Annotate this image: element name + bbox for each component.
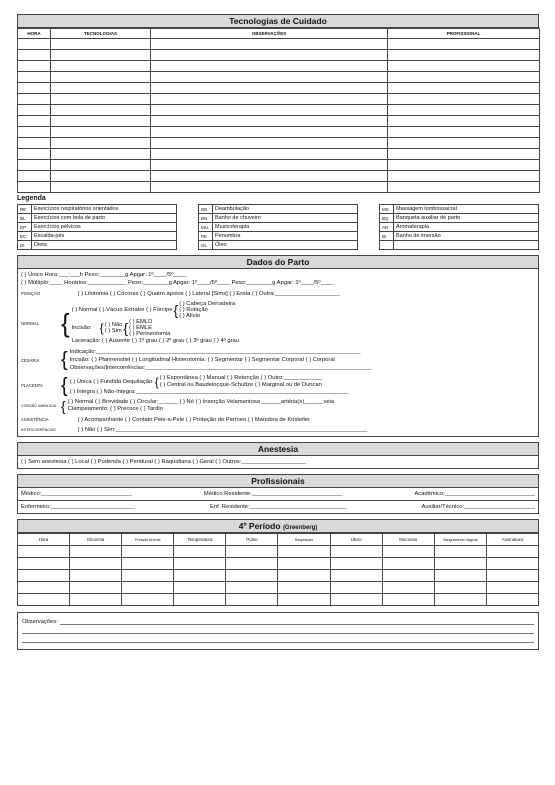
brace-icon: {: [61, 308, 70, 338]
observacoes-box: [17, 612, 539, 650]
cell[interactable]: [151, 83, 388, 94]
periodo-col: Temperatura: [174, 534, 226, 546]
legend-code: OL: [199, 241, 213, 250]
cell[interactable]: [388, 160, 540, 171]
col-tecnologias: TECNOLOGIAS: [51, 29, 151, 39]
cell[interactable]: [122, 594, 174, 606]
cell[interactable]: [18, 160, 51, 171]
cell[interactable]: [51, 105, 151, 116]
legend-code: PE: [199, 232, 213, 241]
legend-row: [199, 223, 358, 232]
assistencia-options: ( ) Acompanhante ( ) Contato Pele-a-Pele ( ) Proteção do Períneo ( ) Manobra de Kristeller: [77, 417, 310, 423]
cell[interactable]: [151, 138, 388, 149]
cell[interactable]: [122, 582, 174, 594]
legend-label: Musicoterapia: [213, 223, 358, 232]
cell[interactable]: [70, 546, 122, 558]
legenda-title: Legenda: [17, 195, 46, 202]
legend-label: Banho de imersão: [394, 232, 539, 241]
table-row: [18, 582, 539, 594]
forcipe-rotacao: ( ) Rotação: [179, 307, 208, 313]
cell[interactable]: [122, 558, 174, 570]
table-row: [18, 182, 540, 193]
legenda-col1: [17, 204, 177, 250]
cell[interactable]: [151, 94, 388, 105]
col-hora: HORA: [18, 29, 51, 39]
legend-label: Aromaterapia: [394, 223, 539, 232]
cell[interactable]: [122, 570, 174, 582]
cell[interactable]: [51, 83, 151, 94]
cell[interactable]: [51, 160, 151, 171]
cell[interactable]: [388, 39, 540, 50]
legend-code: RE: [18, 205, 32, 214]
cordao-label: CORDÃO UMBILICAL: [21, 404, 57, 408]
cell[interactable]: [388, 182, 540, 193]
col-profissional: PROFISSIONAL: [388, 29, 540, 39]
obs-line: [22, 634, 534, 643]
table-row: [18, 72, 540, 83]
dequitacao-2: ( ) Central ou Baudelocque-Schultze ( ) Marginal ou de Duncan: [159, 381, 322, 388]
cell[interactable]: [226, 558, 278, 570]
brace-icon: {: [123, 320, 129, 336]
cell[interactable]: [151, 50, 388, 61]
cell[interactable]: [434, 594, 486, 606]
profissionais-box-2: [17, 501, 539, 514]
laceracao: Laceração: ( ) Ausente ( ) 1º grau ( ) 2º grau ( ) 3º grau ( ) 4º grau: [71, 338, 239, 344]
legenda-col3: [379, 204, 539, 250]
cell[interactable]: [174, 582, 226, 594]
cell[interactable]: [388, 127, 540, 138]
cell[interactable]: [330, 582, 382, 594]
cell[interactable]: [51, 94, 151, 105]
cell[interactable]: [122, 546, 174, 558]
medico-residente-field: Médico Residente:____________________________: [203, 491, 343, 497]
legend-row: [380, 223, 539, 232]
normal-group: [21, 301, 535, 345]
cell[interactable]: [434, 582, 486, 594]
cell[interactable]: [51, 138, 151, 149]
cell[interactable]: [174, 558, 226, 570]
cell[interactable]: [18, 570, 70, 582]
cell[interactable]: [330, 594, 382, 606]
legend-label: Exercícios respiratórios orientados: [32, 205, 177, 214]
cell[interactable]: [151, 149, 388, 160]
profissionais-box: [17, 488, 539, 501]
incisao-label: Incisão:: [71, 325, 92, 331]
cesaria-group: [21, 348, 535, 372]
cell[interactable]: [434, 558, 486, 570]
cell[interactable]: [486, 558, 538, 570]
cell[interactable]: [18, 94, 51, 105]
table-row: [18, 160, 540, 171]
cell[interactable]: [174, 594, 226, 606]
table-row: [18, 50, 540, 61]
intercorrencias-options: ( ) Não ( ) Sim:______________________________________________________________________________: [77, 427, 368, 433]
cell[interactable]: [278, 558, 330, 570]
legend-label: Banqueta auxiliar de parto: [394, 214, 539, 223]
placenta-label: PLACENTA: [21, 383, 43, 388]
medico-field: Médico:____________________________: [21, 491, 132, 497]
cell[interactable]: [151, 105, 388, 116]
legend-code: BI: [380, 232, 394, 241]
tecnologias-title: Tecnologias de Cuidado: [17, 14, 539, 28]
cell[interactable]: [18, 558, 70, 570]
cordao-group: [21, 399, 535, 413]
cell[interactable]: [151, 72, 388, 83]
legend-row: [18, 214, 177, 223]
legend-label: Deambulação: [213, 205, 358, 214]
cell[interactable]: [278, 570, 330, 582]
periodo-col: Sangramento Vaginal: [434, 534, 486, 546]
cell[interactable]: [151, 61, 388, 72]
brace-icon: {: [154, 374, 159, 389]
legend-label: Escalda-pés: [32, 232, 177, 241]
forcipe-cabeca: ( ) Cabeça Derradeira: [179, 301, 236, 307]
cell[interactable]: [151, 182, 388, 193]
cell[interactable]: [18, 50, 51, 61]
legend-code: EP: [18, 223, 32, 232]
cell[interactable]: [388, 116, 540, 127]
incisao-emle: ( ) EMLE: [129, 325, 152, 331]
cesaria-label: CESÁRIA: [21, 357, 40, 363]
cell[interactable]: [18, 594, 70, 606]
cell[interactable]: [174, 570, 226, 582]
cell[interactable]: [278, 582, 330, 594]
brace-icon: {: [61, 349, 68, 371]
table-row: [18, 171, 540, 182]
academico-field: Acadêmico:____________________________: [414, 491, 535, 497]
incisao-perineotomia: ( ) Perineotomia: [129, 331, 171, 337]
legend-row: [380, 214, 539, 223]
periodo-subtitle: (Greenberg): [282, 525, 318, 531]
legend-code: MS: [380, 205, 394, 214]
cell[interactable]: [388, 83, 540, 94]
cell[interactable]: [388, 50, 540, 61]
legend-code: AR: [380, 223, 394, 232]
legend-row: [18, 223, 177, 232]
cell[interactable]: [151, 116, 388, 127]
incisao-emld: ( ) EMLD: [129, 319, 153, 325]
cell[interactable]: [226, 570, 278, 582]
cell[interactable]: [330, 558, 382, 570]
profissionais-title: Profissionais: [17, 474, 539, 488]
cell[interactable]: [151, 127, 388, 138]
cell[interactable]: [388, 138, 540, 149]
legend-code: DI: [18, 241, 32, 250]
cell[interactable]: [51, 72, 151, 83]
cell[interactable]: [18, 116, 51, 127]
table-row: [18, 94, 540, 105]
cell[interactable]: [18, 83, 51, 94]
normal-options: ( ) Normal ( ) Vácuo Extrator ( ) Fórcipe: [71, 307, 173, 313]
incisao-nao: ( ) Não: [104, 322, 123, 328]
periodo-col: Assinatura: [486, 534, 538, 546]
cell[interactable]: [151, 39, 388, 50]
legend-label: Dieta: [32, 241, 177, 250]
legend-row: [18, 232, 177, 241]
cell[interactable]: [174, 546, 226, 558]
intercorrencias-label: INTERCORRÊNCIAS: [21, 428, 56, 432]
legend-label: Massagem lombossacral: [394, 205, 539, 214]
cell[interactable]: [434, 570, 486, 582]
legend-row: [199, 205, 358, 214]
assistencia-label: ASSISTÊNCIA: [21, 417, 49, 422]
cell[interactable]: [382, 594, 434, 606]
tecnologias-table: [17, 28, 540, 193]
legend-row: [199, 232, 358, 241]
parto-unico: ( ) Único Hora:___:___h Peso:________g Apgar: 1º____/5º____: [21, 272, 187, 278]
table-row: [18, 138, 540, 149]
posicao-options: ( ) Litotomia ( ) Cócoras ( ) Quatro apoios ( ) Lateral [Sims] ( ) Ereta ( ) Outra:____________________: [77, 291, 340, 297]
legend-label: Exercícios com bola de parto: [32, 214, 177, 223]
cell[interactable]: [51, 116, 151, 127]
enf-residente-field: Enf. Residente:______________________________: [209, 504, 347, 510]
cesaria-incisao: Incisão: ( ) Pfannenstiel ( ) Longitudinal Histerotomia: ( ) Segmentar ( ) Segmentar Corporal ( ) Corporal: [69, 357, 335, 363]
legend-code: EC: [18, 232, 32, 241]
legend-row: [380, 232, 539, 241]
cell[interactable]: [18, 138, 51, 149]
periodo-col: Mucosas: [382, 534, 434, 546]
cell[interactable]: [486, 546, 538, 558]
legend-code: DB: [199, 205, 213, 214]
cell[interactable]: [70, 570, 122, 582]
observacoes-label: Observações:: [22, 619, 58, 625]
legend-row: [199, 214, 358, 223]
table-row: [18, 105, 540, 116]
brace-icon: {: [61, 374, 68, 397]
periodo-title-text: 4º Período: [238, 521, 281, 531]
periodo-col: Pulso: [226, 534, 278, 546]
incisao-sim: ( ) Sim: [104, 328, 122, 334]
cesaria-obs: Observações/Intercorrências:______________________________________________________________________: [69, 365, 372, 371]
cell[interactable]: [226, 582, 278, 594]
cell[interactable]: [18, 182, 51, 193]
cell[interactable]: [388, 171, 540, 182]
parto-box: [17, 269, 539, 437]
cordao-options: ( ) Normal ( ) Brevidade ( ) Circular:______ ( ) Nó ( ) Inserção Velamentosa ______artéria(s)______veia: [67, 399, 335, 405]
legend-code: BN: [199, 214, 213, 223]
cell[interactable]: [486, 582, 538, 594]
cell[interactable]: [278, 594, 330, 606]
parto-multiplo: ( ) Múltiplo:____ Horários:____________ Peso:________g Apgar: 1º____/5º____ Peso:________g Apgar: 1º____/5º____: [21, 280, 334, 286]
cell[interactable]: [151, 160, 388, 171]
table-row: [18, 149, 540, 160]
table-row: [18, 61, 540, 72]
table-row: [18, 594, 539, 606]
cell[interactable]: [51, 182, 151, 193]
normal-label: NORMAL: [21, 320, 39, 326]
legend-label: Penumbra: [213, 232, 358, 241]
cell[interactable]: [18, 582, 70, 594]
cell[interactable]: [18, 72, 51, 83]
table-row: [18, 127, 540, 138]
brace-icon: {: [99, 321, 104, 335]
legend-row: [380, 205, 539, 214]
cell[interactable]: [388, 149, 540, 160]
cell[interactable]: [382, 546, 434, 558]
cell[interactable]: [70, 594, 122, 606]
placenta-options: ( ) Única ( ) Fundida Dequitação:: [69, 378, 154, 385]
legenda: [17, 204, 539, 250]
periodo-col: Útero: [330, 534, 382, 546]
cell[interactable]: [388, 61, 540, 72]
cell[interactable]: [388, 105, 540, 116]
auxiliar-field: Auxiliar/Técnico:______________________: [421, 504, 535, 510]
cell[interactable]: [18, 105, 51, 116]
legend-row: [18, 205, 177, 214]
anestesia-options: ( ) Sem anestesia ( ) Local ( ) Pudenda ( ) Peridural ( ) Raquidiana ( ) Geral ( ) Outros:____________________: [21, 459, 306, 465]
cell[interactable]: [18, 127, 51, 138]
table-row: [18, 546, 539, 558]
legend-row: [380, 241, 539, 250]
cell[interactable]: [388, 72, 540, 83]
legend-label: Exercícios pélvicos: [32, 223, 177, 232]
enfermeiro-field: Enfermeiro:__________________________: [21, 504, 135, 510]
anestesia-box: [17, 456, 539, 469]
legend-code: [380, 241, 394, 250]
posicao-label: POSIÇÃO: [21, 291, 41, 296]
brace-icon: {: [173, 302, 179, 318]
periodo-col: Pressão Arterial: [122, 534, 174, 546]
obs-line: [22, 625, 534, 634]
periodo-col: Glicemia: [70, 534, 122, 546]
cell[interactable]: [51, 171, 151, 182]
cell[interactable]: [18, 61, 51, 72]
cell[interactable]: [226, 546, 278, 558]
periodo-header: [18, 534, 539, 546]
legend-code: MU: [199, 223, 213, 232]
table-row: [18, 558, 539, 570]
cell[interactable]: [278, 546, 330, 558]
legend-code: BL: [18, 214, 32, 223]
legend-label: Banho de chuveiro: [213, 214, 358, 223]
cell[interactable]: [226, 594, 278, 606]
placenta-integra: ( ) Íntegra ( ) Não-íntegra:__________________________________________________________________: [69, 389, 349, 395]
periodo-table: [17, 533, 539, 606]
forcipe-alivio: ( ) Alívio: [179, 313, 201, 319]
legend-row: [18, 241, 177, 250]
cell[interactable]: [18, 171, 51, 182]
legenda-col2: [198, 204, 358, 250]
table-row: [18, 116, 540, 127]
cell[interactable]: [51, 50, 151, 61]
cell[interactable]: [330, 546, 382, 558]
cell[interactable]: [151, 171, 388, 182]
cell[interactable]: [382, 570, 434, 582]
cell[interactable]: [51, 39, 151, 50]
cell[interactable]: [388, 94, 540, 105]
cell[interactable]: [18, 149, 51, 160]
table-row: [18, 570, 539, 582]
legend-label: [394, 241, 539, 250]
periodo-title: [17, 519, 539, 533]
obs-line: [60, 616, 534, 625]
cell[interactable]: [51, 127, 151, 138]
cell[interactable]: [434, 546, 486, 558]
cell[interactable]: [382, 558, 434, 570]
dequitacao-1: ( ) Espontânea ( ) Manual ( ) Retenção ( ) Outro:____________: [159, 375, 323, 381]
table-row: [18, 39, 540, 50]
cell[interactable]: [18, 39, 51, 50]
legend-label: Óleo: [213, 241, 358, 250]
cell[interactable]: [70, 582, 122, 594]
cell[interactable]: [51, 61, 151, 72]
anestesia-title: Anestesia: [17, 442, 539, 456]
cell[interactable]: [51, 149, 151, 160]
parto-title: Dados do Parto: [17, 255, 539, 269]
cesaria-indicacao: Indicação:__________________________________________________________________________________: [69, 349, 361, 355]
cell[interactable]: [382, 582, 434, 594]
cordao-clampeamento: Clampeamento: ( ) Precoce ( ) Tardio: [67, 406, 163, 412]
brace-icon: {: [61, 398, 66, 414]
cell[interactable]: [486, 570, 538, 582]
cell[interactable]: [330, 570, 382, 582]
legend-row: [199, 241, 358, 250]
cell[interactable]: [70, 558, 122, 570]
col-observacoes: OBSERVAÇÕES: [151, 29, 388, 39]
legend-code: BQ: [380, 214, 394, 223]
cell[interactable]: [18, 546, 70, 558]
cell[interactable]: [486, 594, 538, 606]
periodo-col: Respiração: [278, 534, 330, 546]
table-row: [18, 83, 540, 94]
placenta-group: [21, 375, 535, 396]
periodo-col: Hora: [18, 534, 70, 546]
